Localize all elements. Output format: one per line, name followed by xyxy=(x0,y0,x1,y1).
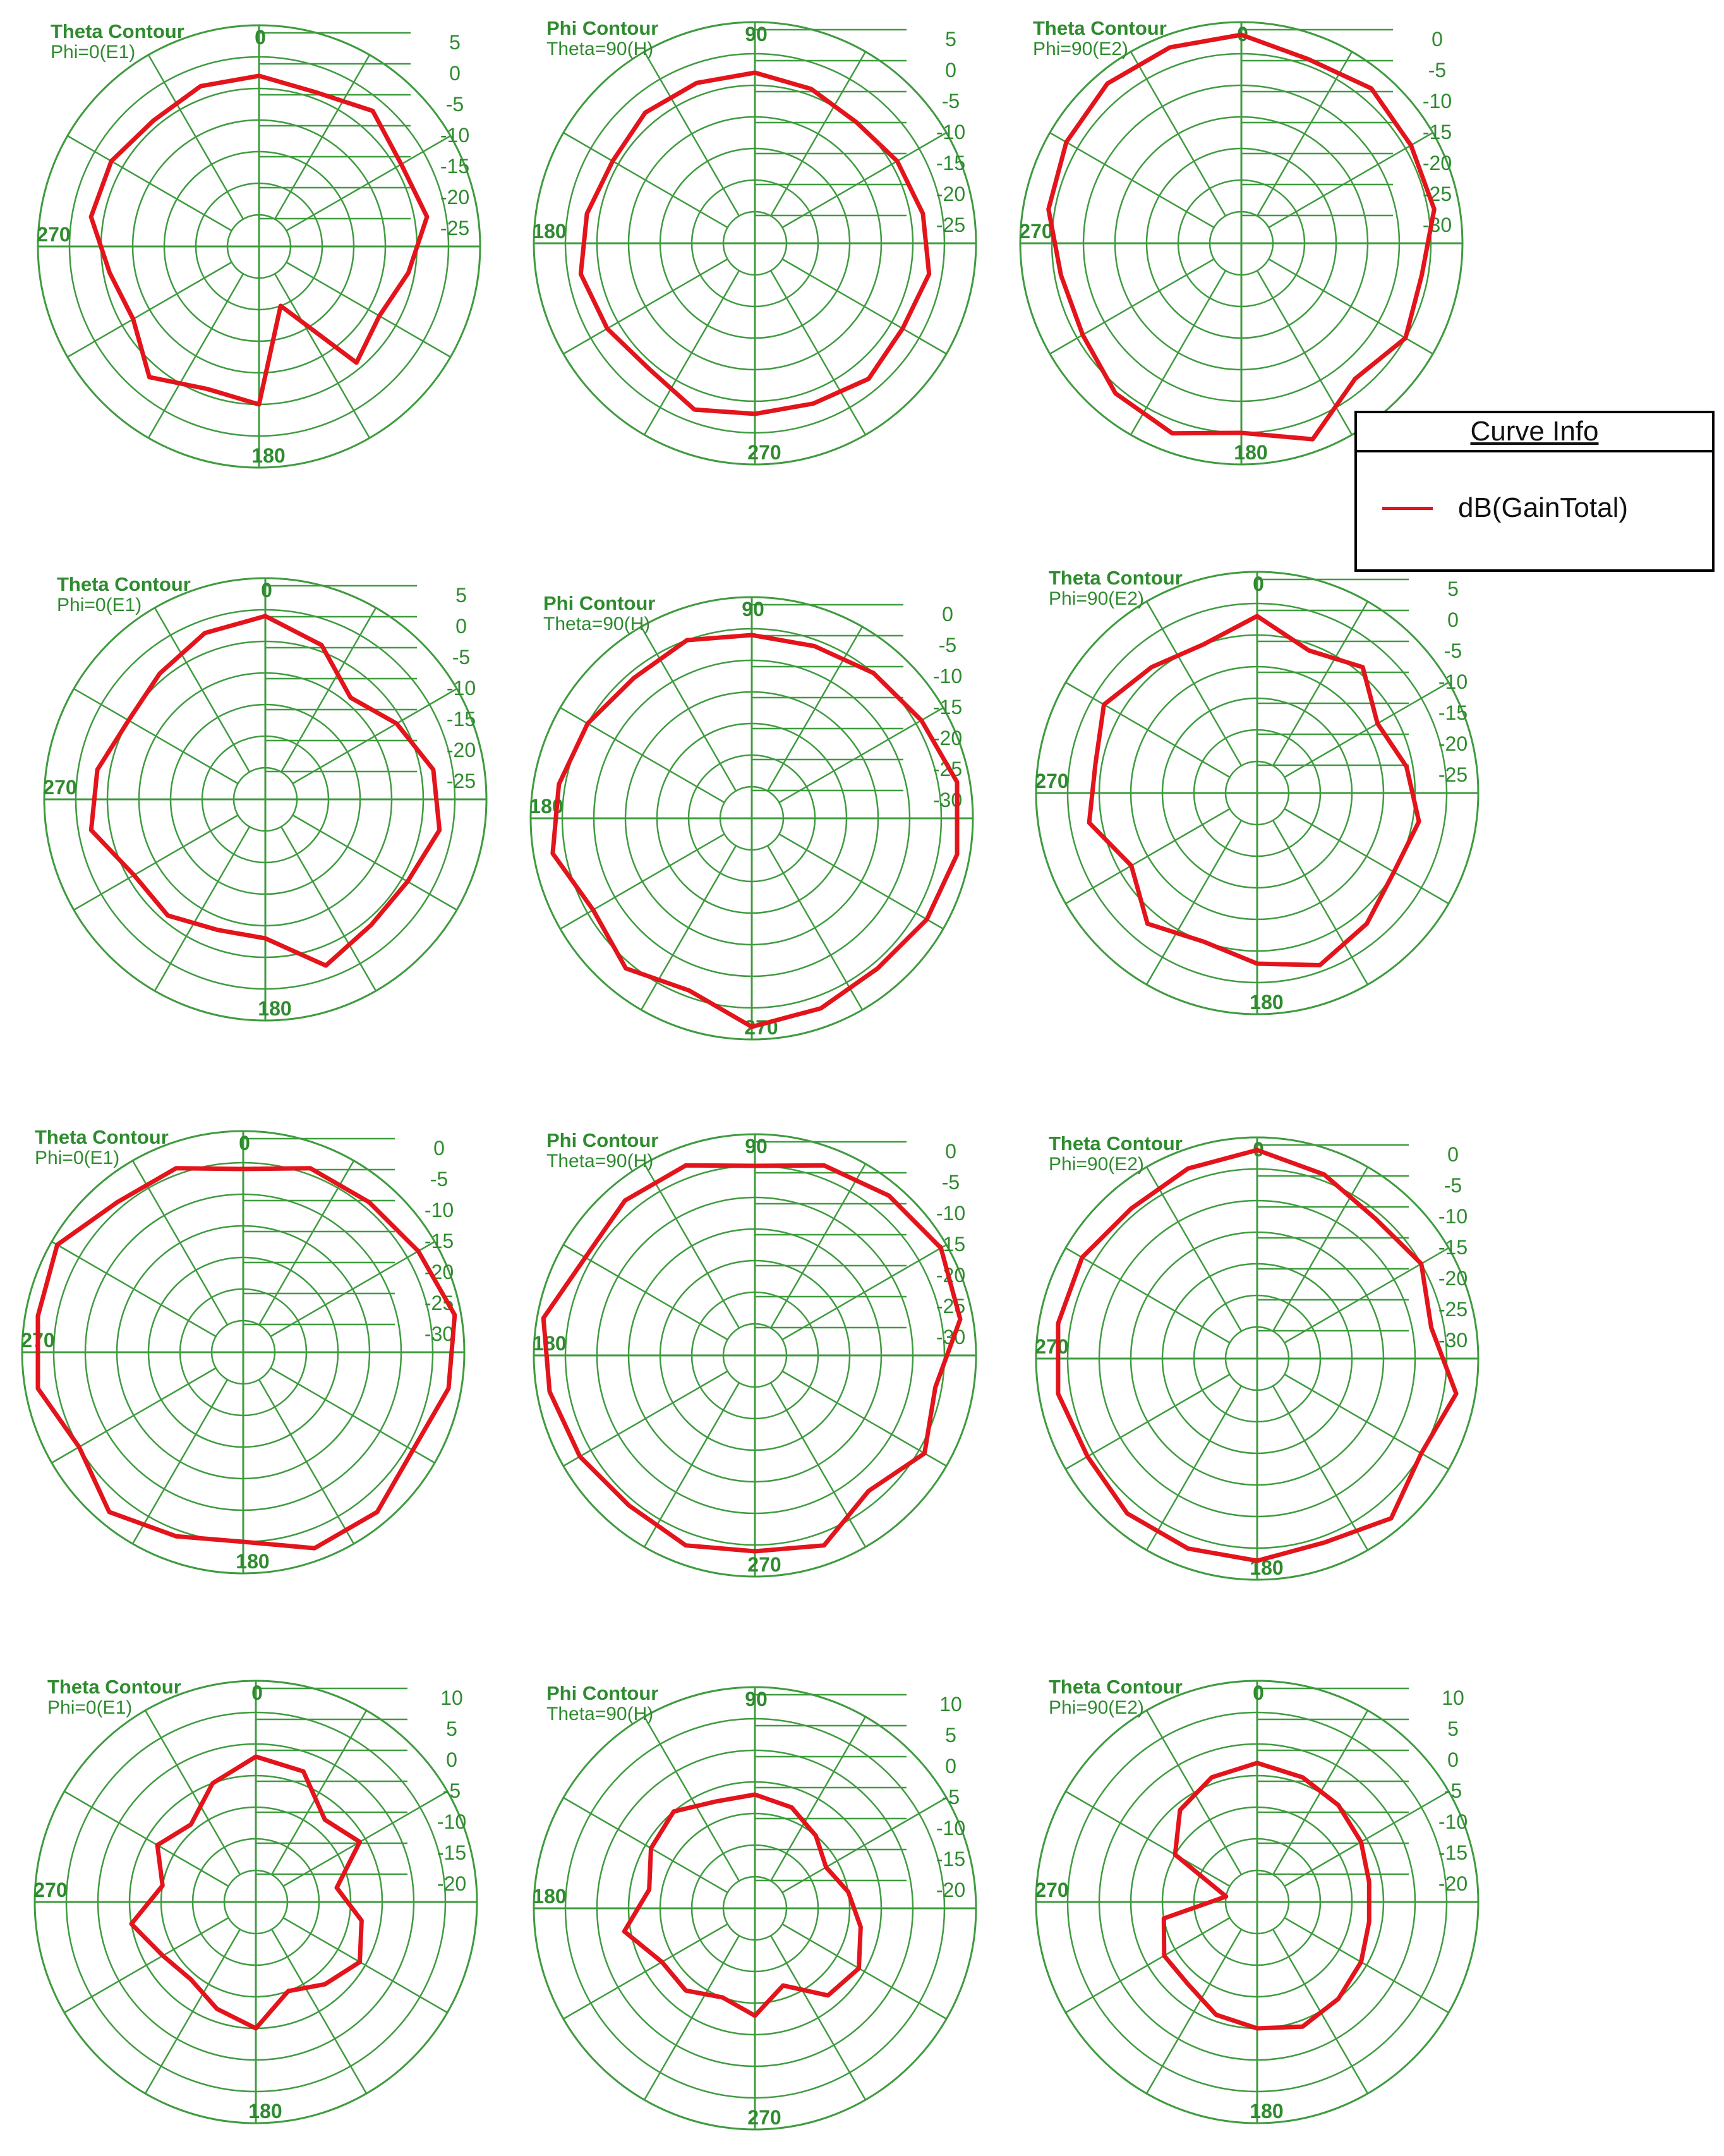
grid-spoke xyxy=(1284,809,1449,904)
r-tick-label: -15 xyxy=(446,708,476,730)
r-tick-label: -20 xyxy=(1438,732,1468,755)
r-tick-label: -20 xyxy=(1438,1872,1468,1895)
grid-spoke xyxy=(564,1924,728,2019)
chart-subtitle: Phi=90(E2) xyxy=(1049,588,1144,609)
r-tick-label: -25 xyxy=(936,1295,966,1317)
grid-spoke xyxy=(560,708,725,802)
r-tick-label: -10 xyxy=(1438,1205,1468,1228)
angle-label: 90 xyxy=(742,598,764,621)
grid-spoke xyxy=(771,1935,865,2100)
angle-label: 180 xyxy=(1250,991,1284,1014)
grid-spoke xyxy=(1066,1248,1230,1343)
grid-spoke xyxy=(1273,820,1368,984)
polar-chart-5 xyxy=(529,592,973,1039)
grid-spoke xyxy=(292,815,457,910)
angle-label: 90 xyxy=(745,23,768,45)
angle-label: 270 xyxy=(33,1879,68,1901)
chart-title: Phi Contour xyxy=(546,17,659,39)
grid-spoke xyxy=(564,1245,728,1340)
grid-spoke xyxy=(1050,133,1214,227)
curve-info-legend xyxy=(1354,411,1715,572)
grid-spoke xyxy=(1257,52,1352,216)
r-tick-label: 10 xyxy=(440,1687,463,1709)
angle-label: 180 xyxy=(251,444,286,467)
r-tick-label: -5 xyxy=(941,1171,960,1194)
grid-spoke xyxy=(52,1368,216,1463)
r-tick-label: -5 xyxy=(1444,1174,1462,1197)
chart-subtitle: Phi=0(E1) xyxy=(57,595,142,615)
polar-chart-1 xyxy=(37,20,480,468)
r-tick-label: -15 xyxy=(1422,121,1452,143)
r-tick-label: -5 xyxy=(1428,59,1447,82)
grid-spoke xyxy=(74,815,238,910)
grid-spoke xyxy=(148,274,243,438)
r-tick-label: -15 xyxy=(936,152,966,174)
angle-label: 270 xyxy=(37,223,71,246)
r-tick-label: -15 xyxy=(424,1230,454,1252)
r-tick-label: -25 xyxy=(446,770,476,792)
r-tick-label: -15 xyxy=(1438,1236,1468,1259)
r-tick-label: 0 xyxy=(449,62,461,85)
grid-spoke xyxy=(564,1798,728,1893)
grid-spoke xyxy=(768,845,862,1010)
chart-title: Theta Contour xyxy=(51,20,184,42)
r-tick-label: -30 xyxy=(1422,214,1452,236)
angle-label: 270 xyxy=(43,776,77,799)
angle-label: 0 xyxy=(1253,1138,1264,1161)
grid-spoke xyxy=(64,1791,229,1886)
grid-spoke xyxy=(560,834,725,929)
r-tick-label: 0 xyxy=(455,615,467,638)
grid-spoke xyxy=(133,1379,227,1544)
angle-label: 180 xyxy=(529,795,564,818)
r-tick-label: -10 xyxy=(936,121,966,143)
grid-spoke xyxy=(564,1371,728,1466)
r-tick-label: -10 xyxy=(1422,90,1452,112)
legend-entry xyxy=(1382,489,1628,527)
r-tick-label: -20 xyxy=(932,727,963,749)
polar-chart-11 xyxy=(533,1682,976,2129)
r-tick-label: 10 xyxy=(939,1693,962,1716)
chart-subtitle: Phi=0(E1) xyxy=(47,1697,133,1718)
r-tick-label: 0 xyxy=(1447,1748,1459,1771)
grid-spoke xyxy=(644,1164,739,1328)
chart-subtitle: Phi=90(E2) xyxy=(1033,39,1128,59)
r-tick-label: -30 xyxy=(1438,1329,1468,1352)
r-tick-label: -10 xyxy=(936,1202,966,1225)
grid-spoke xyxy=(768,627,862,791)
angle-label: 180 xyxy=(1234,441,1268,464)
r-tick-label: -15 xyxy=(437,1841,467,1864)
angle-label: 0 xyxy=(239,1132,250,1154)
r-tick-label: 0 xyxy=(945,1140,956,1163)
grid-spoke xyxy=(564,259,728,354)
angle-label: 180 xyxy=(533,220,567,243)
grid-spoke xyxy=(1257,270,1352,435)
legend-line-swatch xyxy=(1382,507,1433,510)
grid-spoke xyxy=(155,608,250,772)
grid-spoke xyxy=(644,1383,739,1547)
r-tick-label: -5 xyxy=(452,646,471,669)
angle-label: 270 xyxy=(747,441,781,464)
r-tick-label: -10 xyxy=(440,124,470,147)
angle-label: 180 xyxy=(258,997,292,1020)
r-tick-label: -20 xyxy=(936,1879,966,1901)
angle-label: 270 xyxy=(1019,220,1053,243)
chart-title: Theta Contour xyxy=(57,573,191,595)
grid-spoke xyxy=(782,1371,946,1466)
grid-spoke xyxy=(1147,1167,1241,1331)
grid-spoke xyxy=(275,55,370,219)
r-tick-label: 10 xyxy=(1442,1687,1464,1709)
grid-spoke xyxy=(641,845,736,1010)
r-tick-label: -10 xyxy=(936,1817,966,1839)
r-tick-label: -20 xyxy=(936,183,966,205)
grid-spoke xyxy=(283,1918,447,2013)
r-tick-label: -10 xyxy=(446,677,476,699)
angle-label: 180 xyxy=(248,2100,282,2123)
chart-title: Theta Contour xyxy=(1049,1132,1183,1154)
r-tick-label: -5 xyxy=(941,90,960,112)
grid-spoke xyxy=(283,1791,447,1886)
r-tick-label: -10 xyxy=(932,665,963,687)
r-tick-label: 0 xyxy=(942,603,953,626)
r-tick-label: -15 xyxy=(932,696,963,718)
r-tick-label: 5 xyxy=(945,1724,956,1747)
grid-spoke xyxy=(782,259,946,354)
grid-spoke xyxy=(1147,602,1241,766)
r-tick-label: -10 xyxy=(1438,670,1468,693)
chart-title: Phi Contour xyxy=(546,1129,659,1151)
r-tick-label: 0 xyxy=(1447,609,1459,631)
grid-spoke xyxy=(1269,133,1433,227)
r-tick-label: -20 xyxy=(440,186,470,209)
gain-curve xyxy=(553,635,957,1027)
r-tick-label: -20 xyxy=(424,1261,454,1283)
grid-spoke xyxy=(52,1242,216,1336)
grid-spoke xyxy=(641,627,736,791)
angle-label: 0 xyxy=(255,26,266,49)
r-tick-label: 0 xyxy=(945,59,956,82)
r-tick-label: -10 xyxy=(424,1199,454,1221)
polar-chart-9 xyxy=(1035,1132,1478,1580)
grid-spoke xyxy=(1284,1374,1449,1469)
angle-label: 180 xyxy=(236,1550,270,1573)
polar-chart-6 xyxy=(1035,567,1478,1014)
chart-subtitle: Theta=90(H) xyxy=(546,39,654,59)
r-tick-label: -25 xyxy=(424,1292,454,1314)
r-tick-label: 0 xyxy=(446,1748,457,1771)
grid-spoke xyxy=(782,1245,946,1340)
grid-spoke xyxy=(1066,1791,1230,1886)
r-tick-label: -5 xyxy=(430,1168,449,1190)
chart-title: Phi Contour xyxy=(543,592,656,614)
grid-spoke xyxy=(1284,682,1449,777)
r-tick-label: 5 xyxy=(1447,578,1459,600)
grid-spoke xyxy=(779,708,943,802)
angle-label: 270 xyxy=(747,2106,781,2129)
grid-spoke xyxy=(272,1929,366,2093)
polar-chart-12 xyxy=(1035,1676,1478,2123)
r-tick-label: -20 xyxy=(936,1264,966,1287)
grid-spoke xyxy=(270,1242,435,1336)
grid-spoke xyxy=(1066,682,1230,777)
grid-spoke xyxy=(1147,1386,1241,1550)
r-tick-label: -10 xyxy=(1438,1810,1468,1833)
r-tick-label: 5 xyxy=(446,1717,457,1740)
polar-chart-10 xyxy=(33,1676,477,2123)
angle-label: 0 xyxy=(261,579,272,602)
r-tick-label: -5 xyxy=(941,1786,960,1808)
grid-spoke xyxy=(1269,259,1433,354)
polar-chart-8 xyxy=(533,1129,976,1577)
chart-subtitle: Phi=0(E1) xyxy=(51,42,136,63)
grid-spoke xyxy=(68,262,232,357)
grid-spoke xyxy=(272,1711,366,1875)
chart-title: Theta Contour xyxy=(1049,567,1183,589)
chart-subtitle: Phi=0(E1) xyxy=(35,1148,120,1168)
chart-subtitle: Theta=90(H) xyxy=(546,1704,654,1724)
angle-label: 270 xyxy=(1035,1335,1069,1358)
r-tick-label: -25 xyxy=(1438,1298,1468,1321)
chart-subtitle: Phi=90(E2) xyxy=(1049,1697,1144,1718)
angle-label: 180 xyxy=(533,1332,567,1355)
r-tick-label: -20 xyxy=(1438,1267,1468,1290)
angle-label: 270 xyxy=(744,1016,778,1039)
r-tick-label: -25 xyxy=(932,758,963,780)
r-tick-label: -30 xyxy=(932,789,963,811)
r-tick-label: -15 xyxy=(936,1848,966,1870)
r-tick-label: 5 xyxy=(455,584,467,607)
gain-curve xyxy=(1089,616,1419,966)
grid-spoke xyxy=(782,1924,946,2019)
grid-spoke xyxy=(779,834,943,929)
grid-spoke xyxy=(1066,1374,1230,1469)
polar-chart-3 xyxy=(1019,17,1462,464)
chart-title: Theta Contour xyxy=(47,1676,181,1698)
angle-label: 270 xyxy=(1035,770,1069,792)
r-tick-label: -25 xyxy=(440,217,470,239)
grid-spoke xyxy=(64,1918,229,2013)
grid-spoke xyxy=(1131,52,1226,216)
grid-spoke xyxy=(155,827,250,991)
r-tick-label: -20 xyxy=(437,1872,467,1895)
grid-spoke xyxy=(1147,1929,1241,2093)
grid-spoke xyxy=(1066,1918,1230,2013)
r-tick-label: -20 xyxy=(1422,152,1452,174)
polar-chart-2 xyxy=(533,17,976,464)
grid-spoke xyxy=(1147,820,1241,984)
grid-spoke xyxy=(771,52,865,216)
angle-label: 0 xyxy=(1237,23,1248,45)
angle-label: 0 xyxy=(1253,1681,1264,1704)
chart-subtitle: Theta=90(H) xyxy=(546,1151,654,1172)
grid-spoke xyxy=(270,1368,435,1463)
angle-label: 180 xyxy=(533,1885,567,1908)
r-tick-label: -30 xyxy=(936,1326,966,1348)
r-tick-label: -5 xyxy=(1444,639,1462,662)
chart-subtitle: Phi=90(E2) xyxy=(1049,1154,1144,1175)
grid-spoke xyxy=(259,1379,354,1544)
chart-title: Theta Contour xyxy=(1049,1676,1183,1698)
polar-chart-4 xyxy=(43,573,486,1020)
r-tick-label: -30 xyxy=(424,1323,454,1345)
r-tick-label: -25 xyxy=(1438,763,1468,786)
r-tick-label: -25 xyxy=(1422,183,1452,205)
r-tick-label: 0 xyxy=(1447,1143,1459,1166)
angle-label: 90 xyxy=(745,1135,768,1158)
chart-title: Theta Contour xyxy=(1033,17,1167,39)
grid-spoke xyxy=(1131,270,1226,435)
legend-title: Curve Info xyxy=(1357,413,1712,452)
chart-title: Phi Contour xyxy=(546,1682,659,1704)
legend-entry-label: dB(GainTotal) xyxy=(1458,492,1629,523)
r-tick-label: 0 xyxy=(1432,28,1443,51)
angle-label: 0 xyxy=(1253,572,1264,595)
grid-spoke xyxy=(1273,602,1368,766)
r-tick-label: -5 xyxy=(938,634,957,657)
angle-label: 90 xyxy=(745,1688,768,1711)
r-tick-label: 5 xyxy=(449,31,461,54)
r-tick-label: -5 xyxy=(442,1779,461,1802)
grid-spoke xyxy=(771,1717,865,1881)
chart-subtitle: Theta=90(H) xyxy=(543,614,651,634)
chart-title: Theta Contour xyxy=(35,1126,169,1148)
r-tick-label: -20 xyxy=(446,739,476,761)
r-tick-label: -15 xyxy=(1438,1841,1468,1864)
angle-label: 270 xyxy=(747,1553,781,1576)
angle-label: 180 xyxy=(1250,1556,1284,1579)
r-tick-label: 0 xyxy=(945,1755,956,1777)
polar-chart-7 xyxy=(21,1126,464,1573)
grid-spoke xyxy=(771,1383,865,1547)
grid-spoke xyxy=(281,827,376,991)
r-tick-label: 0 xyxy=(433,1137,445,1160)
gain-curve xyxy=(543,1165,960,1551)
grid-spoke xyxy=(1273,1167,1368,1331)
r-tick-label: -10 xyxy=(437,1810,467,1833)
angle-label: 270 xyxy=(1035,1879,1069,1901)
r-tick-label: -25 xyxy=(936,214,966,236)
grid-spoke xyxy=(1273,1386,1368,1550)
r-tick-label: -15 xyxy=(936,1233,966,1256)
r-tick-label: 5 xyxy=(1447,1717,1459,1740)
grid-spoke xyxy=(275,274,370,438)
r-tick-label: 5 xyxy=(945,28,956,51)
r-tick-label: -15 xyxy=(1438,701,1468,724)
r-tick-label: -5 xyxy=(445,93,464,116)
grid-spoke xyxy=(771,1164,865,1328)
angle-label: 0 xyxy=(251,1681,263,1704)
angle-label: 180 xyxy=(1250,2100,1284,2123)
angle-label: 270 xyxy=(21,1329,55,1352)
grid-spoke xyxy=(782,1798,946,1893)
r-tick-label: -15 xyxy=(440,155,470,178)
r-tick-label: -5 xyxy=(1444,1779,1462,1802)
